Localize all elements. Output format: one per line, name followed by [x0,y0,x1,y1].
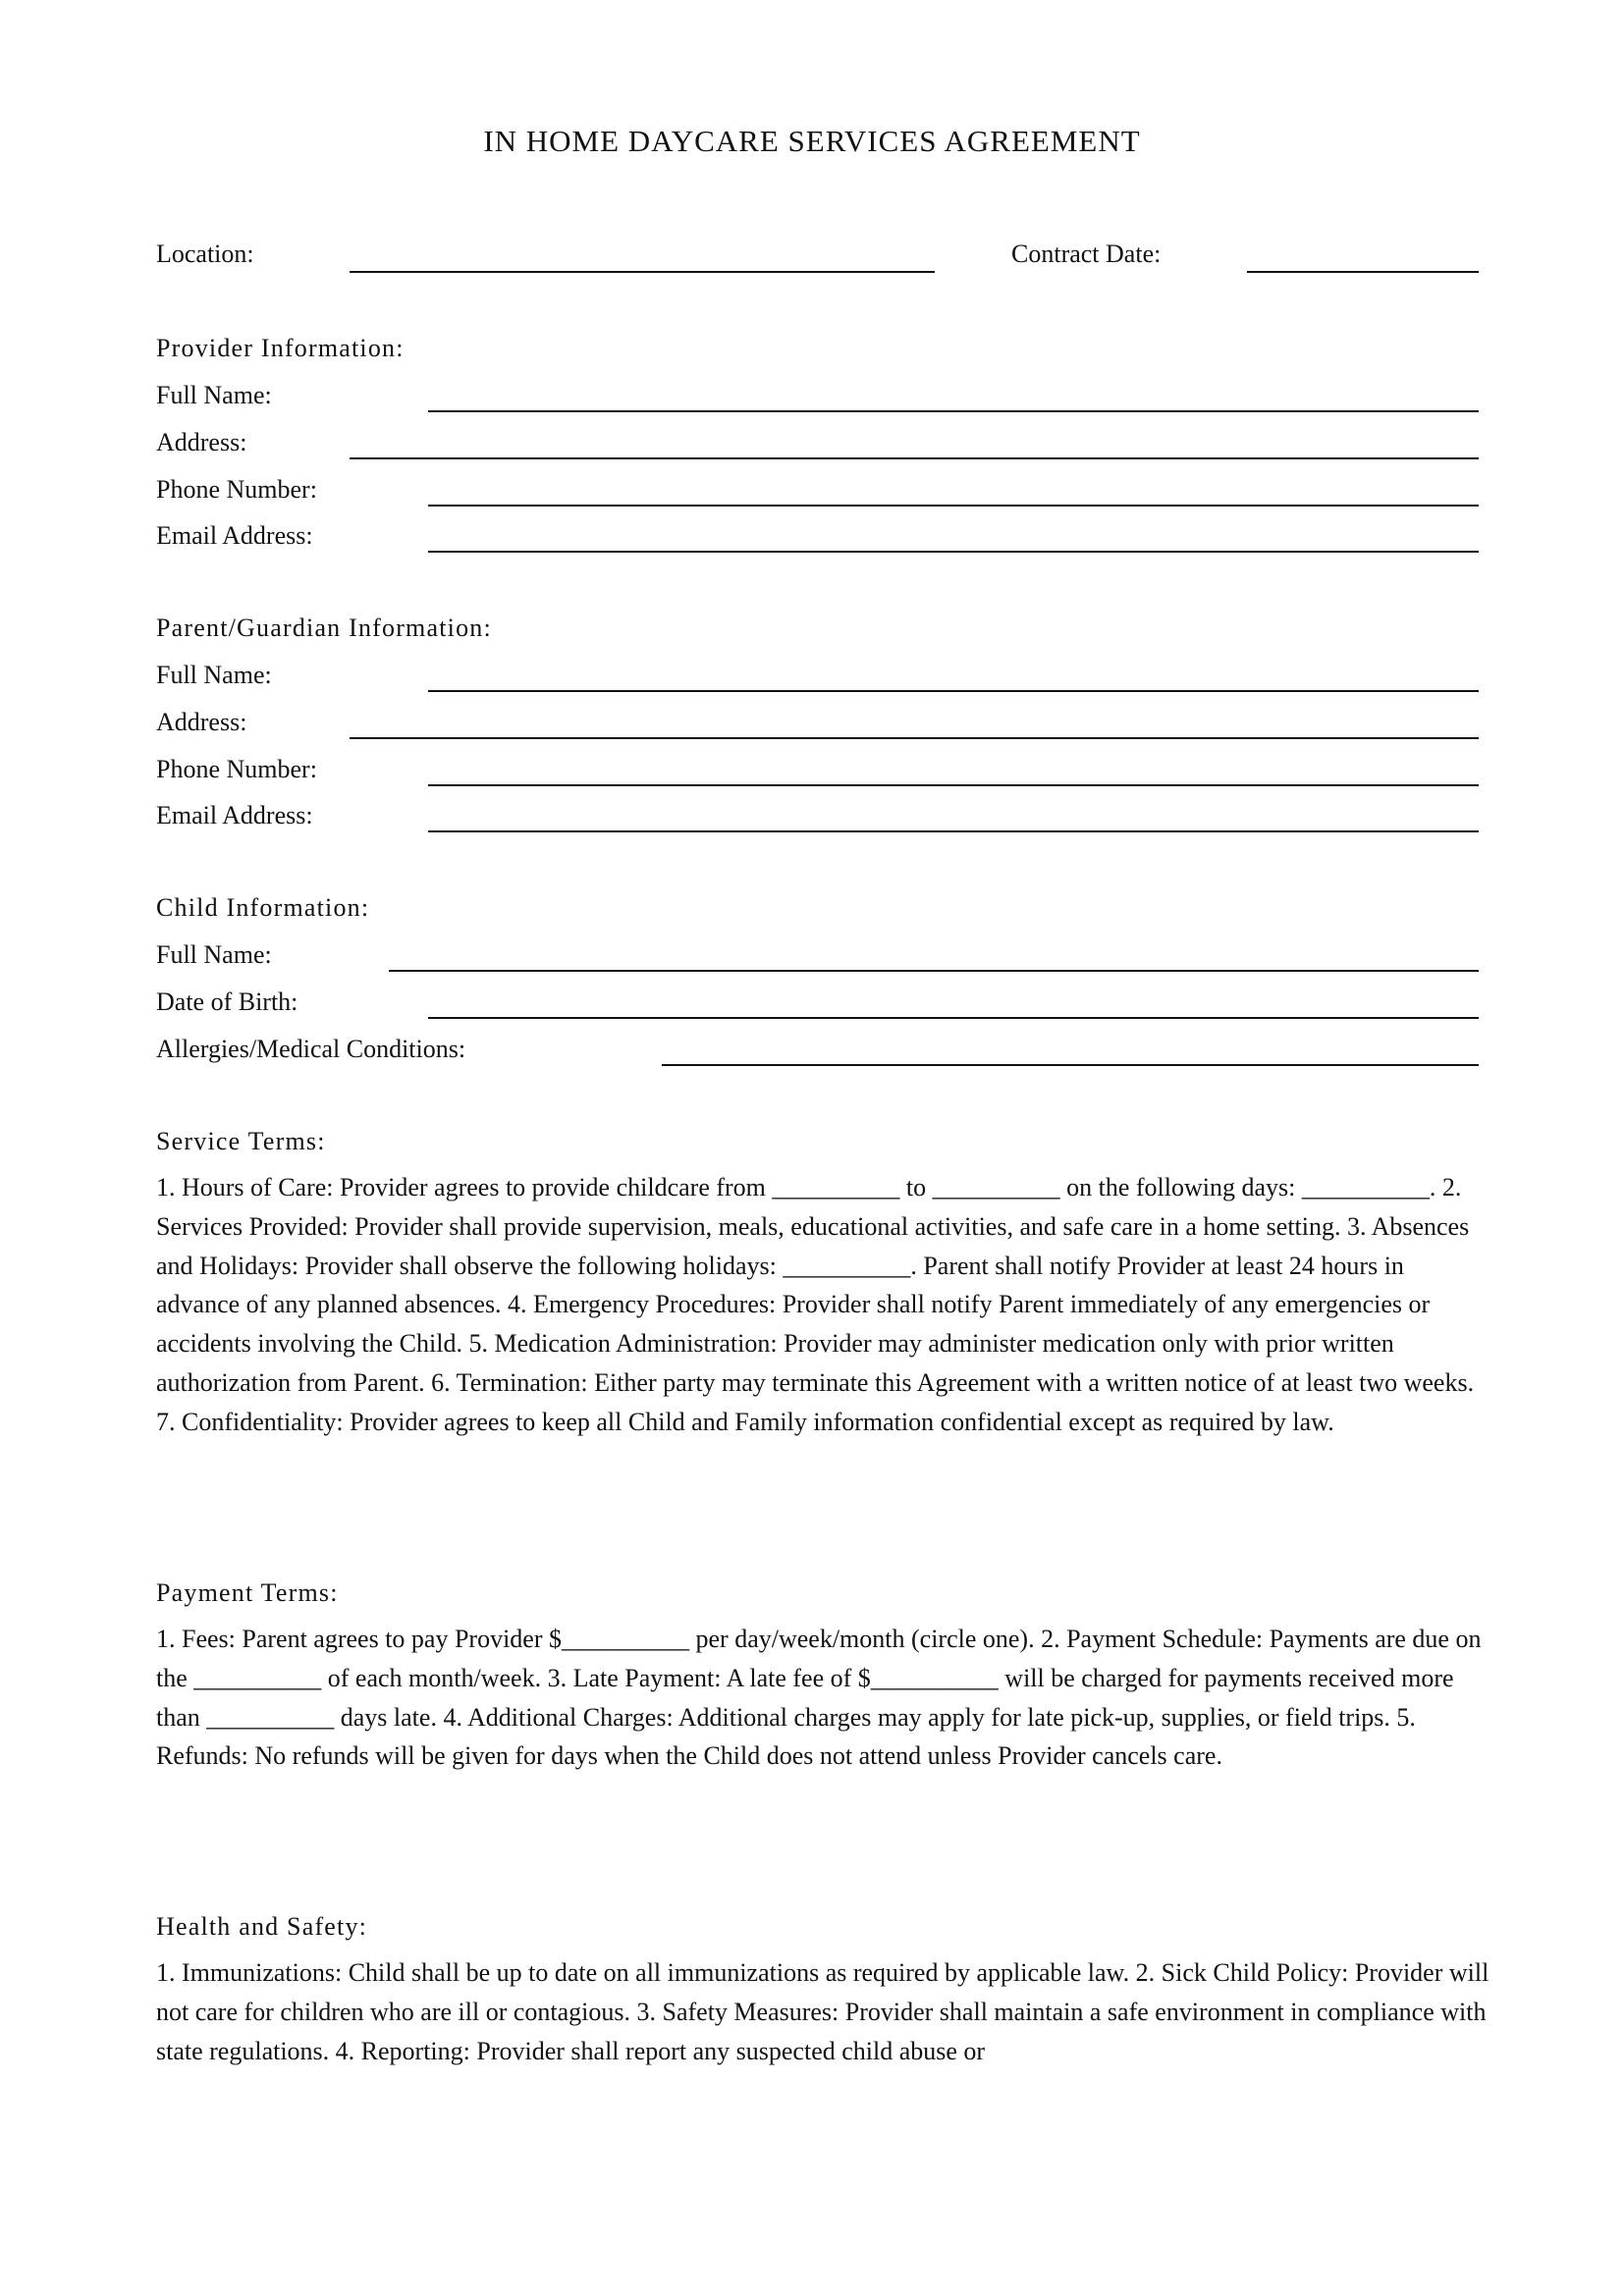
health-safety-heading: Health and Safety: [156,1912,368,1941]
parent-section-heading: Parent/Guardian Information: [156,614,492,642]
parent-full-name-field[interactable] [428,690,1479,692]
parent-address-field[interactable] [350,737,1479,739]
document-title: IN HOME DAYCARE SERVICES AGREEMENT [483,124,1141,158]
child-full-name-field[interactable] [389,970,1479,972]
child-dob-field[interactable] [428,1017,1479,1019]
provider-phone-label: Phone Number: [156,475,317,504]
child-dob-label: Date of Birth: [156,988,298,1016]
child-section-heading: Child Information: [156,893,370,922]
parent-phone-label: Phone Number: [156,755,317,783]
provider-email-label: Email Address: [156,521,313,550]
parent-email-field[interactable] [428,830,1479,832]
provider-full-name-field[interactable] [428,410,1479,412]
parent-phone-field[interactable] [428,784,1479,786]
service-terms-heading: Service Terms: [156,1127,326,1155]
payment-terms-body: 1. Fees: Parent agrees to pay Provider $__________ per day/week/month (circle one). 2. Payment Schedule: Payments are due on the __________ of each month/week. 3. Late Payment: A late fee of $__________ will be charged for payments received more than __________ days late. 4. Additional Charges: Additional charges may apply for late pick-up, supplies, or field trips. 5. Refunds: No refunds will be given for days when the Child does not attend unless Provider cancels care. [156,1625,1482,1771]
provider-full-name-label: Full Name: [156,381,272,409]
child-full-name-label: Full Name: [156,940,272,969]
contract-date-field[interactable] [1247,271,1479,273]
health-safety-body: 1. Immunizations: Child shall be up to date on all immunizations as required by applicable law. 2. Sick Child Policy: Provider will not care for children who are ill or contagious. 3. Safety Measures: Provider shall maintain a safe environment in compliance with state regulations. 4. Reporting: Provider shall report any suspected child abuse or [156,1958,1489,2065]
provider-phone-field[interactable] [428,505,1479,507]
parent-email-label: Email Address: [156,801,313,829]
payment-terms-heading: Payment Terms: [156,1578,339,1607]
location-field[interactable] [350,271,935,273]
child-allergies-label: Allergies/Medical Conditions: [156,1035,466,1063]
parent-full-name-label: Full Name: [156,661,272,689]
provider-email-field[interactable] [428,551,1479,553]
contract-date-label: Contract Date: [1011,240,1162,268]
provider-section-heading: Provider Information: [156,334,405,362]
service-terms-body: 1. Hours of Care: Provider agrees to provide childcare from __________ to __________ on the following days: __________. 2. Services Provided: Provider shall provide supervision, meals, educational activities, and safe care in a home setting. 3. Absences and Holidays: Provider shall observe the following holidays: __________. Parent shall notify Provider at least 24 hours in advance of any planned absences. 4. Emergency Procedures: Provider shall notify Parent immediately of any emergencies or accidents involving the Child. 5. Medication Administration: Provider may administer medication only with prior written authorization from Parent. 6. Termination: Either party may terminate this Agreement with a written notice of at least two weeks. 7. Confidentiality: Provider agrees to keep all Child and Family information confidential except as required by law. [156,1173,1475,1436]
location-label: Location: [156,240,254,268]
provider-address-field[interactable] [350,457,1479,459]
child-allergies-field[interactable] [662,1064,1479,1066]
parent-address-label: Address: [156,708,247,736]
provider-address-label: Address: [156,428,247,456]
